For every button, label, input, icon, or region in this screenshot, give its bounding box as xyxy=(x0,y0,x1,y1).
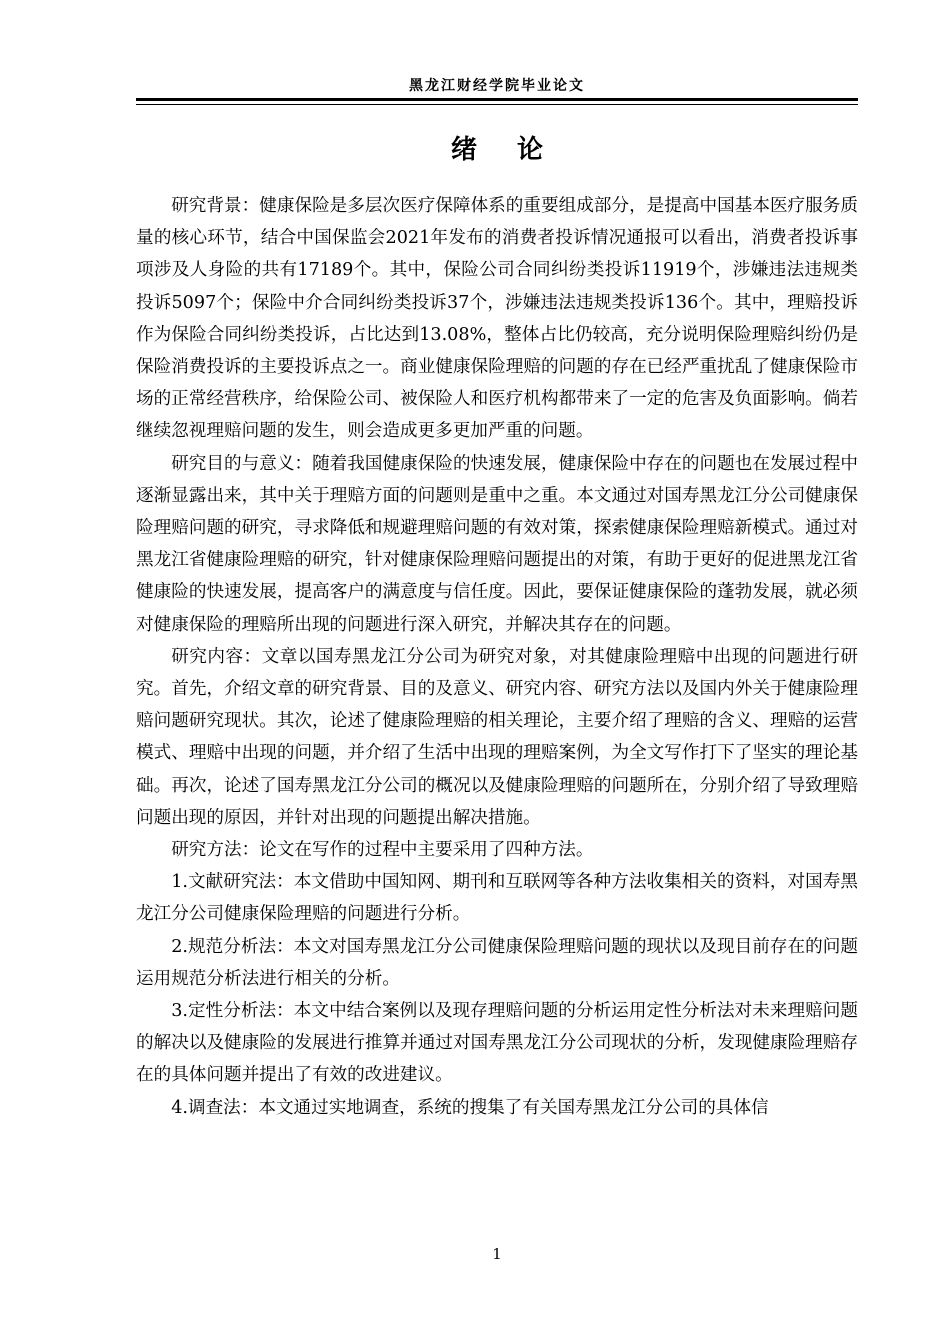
section-title: 绪论 xyxy=(450,135,583,165)
paragraph-research-background: 研究背景：健康保险是多层次医疗保障体系的重要组成部分，是提高中国基本医疗服务质量的核心环节，结合中国保监会2021年发布的消费者投诉情况通报可以看出，消费者投诉事项涉及人身险的共有17189个。其中，保险公司合同纠纷类投诉11919个，涉嫌违法违规类投诉5097个；保险中介合同纠纷类投诉37个，涉嫌违法违规类投诉136个。其中，理赔投诉作为保险合同纠纷类投诉，占比达到13.08%，整体占比仍较高，充分说明保险理赔纠纷仍是保险消费投诉的主要投诉点之一。商业健康保险理赔的问题的存在已经严重扰乱了健康保险市场的正常经营秩序，给保险公司、被保险人和医疗机构都带来了一定的危害及负面影响。倘若继续忽视理赔问题的发生，则会造成更多更加严重的问题。 xyxy=(136,196,858,442)
paragraph-method-survey: 4.调查法：本文通过实地调查，系统的搜集了有关国寿黑龙江分公司的具体信 xyxy=(171,1097,769,1118)
header-rule-thick xyxy=(136,98,858,101)
header-rule-thin xyxy=(136,104,858,105)
paragraph-method-qualitative: 3.定性分析法：本文中结合案例以及现存理赔问题的分析运用定性分析法对未来理赔问题的解决以及健康险的发展进行推算并通过对国寿黑龙江分公司现状的分析，发现健康险理赔存在的具体问题并提出了有效的改进建议。 xyxy=(136,1001,858,1086)
paragraph-method-literature: 1.文献研究法：本文借助中国知网、期刊和互联网等各种方法收集相关的资料，对国寿黑龙江分公司健康保险理赔的问题进行分析。 xyxy=(136,872,858,925)
page-number: 1 xyxy=(492,1245,502,1263)
paragraph-research-methods: 研究方法：论文在写作的过程中主要采用了四种方法。 xyxy=(171,840,594,861)
body-text xyxy=(136,190,858,1124)
paragraph-research-purpose: 研究目的与意义：随着我国健康保险的快速发展，健康保险中存在的问题也在发展过程中逐渐显露出来，其中关于理赔方面的问题则是重中之重。本文通过对国寿黑龙江分公司健康保险理赔问题的研究，寻求降低和规避理赔问题的有效对策，探索健康保险理赔新模式。通过对黑龙江省健康险理赔的研究，针对健康保险理赔问题提出的对策，有助于更好的促进黑龙江省健康险的快速发展，提高客户的满意度与信任度。因此，要保证健康保险的蓬勃发展，就必须对健康保险的理赔所出现的问题进行深入研究，并解决其存在的问题。 xyxy=(136,453,858,635)
running-header: 黑龙江财经学院毕业论文 xyxy=(409,78,585,94)
paragraph-research-content: 研究内容：文章以国寿黑龙江分公司为研究对象，对其健康险理赔中出现的问题进行研究。首先，介绍文章的研究背景、目的及意义、研究内容、研究方法以及国内外关于健康险理赔问题研究现状。其次，论述了健康险理赔的相关理论，主要介绍了理赔的含义、理赔的运营模式、理赔中出现的问题，并介绍了生活中出现的理赔案例，为全文写作打下了坚实的理论基础。再次，论述了国寿黑龙江分公司的概况以及健康险理赔的问题所在，分别介绍了导致理赔问题出现的原因，并针对出现的问题提出解决措施。 xyxy=(136,646,858,828)
paragraph-method-normative: 2.规范分析法：本文对国寿黑龙江分公司健康保险理赔问题的现状以及现目前存在的问题运用规范分析法进行相关的分析。 xyxy=(136,936,858,989)
